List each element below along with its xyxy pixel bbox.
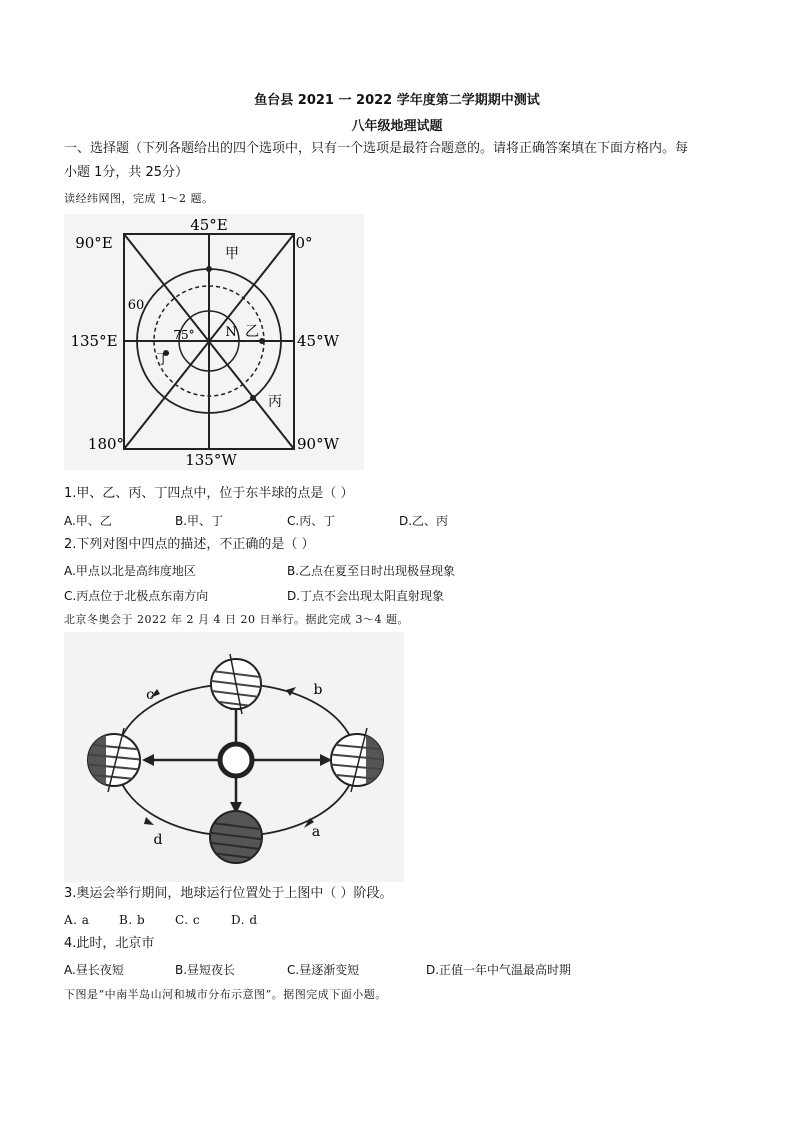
exam-title: 鱼台县 2021 一 2022 学年度第二学期期中测试 (254, 93, 540, 108)
label-ding: 丁 (156, 352, 170, 368)
q1-stem: 1.甲、乙、丙、丁四点中，位于东半球的点是（ ） (64, 486, 354, 501)
label-90e: 90°E (75, 234, 113, 252)
label-b: b (313, 682, 323, 698)
exam-subtitle: 八年级地理试题 (351, 119, 443, 134)
label-lat-75: 75° (173, 328, 195, 342)
q1-option-d[interactable]: D.乙、丙 (399, 514, 449, 528)
q4-option-a[interactable]: A.昼长夜短 (64, 963, 124, 977)
q2-option-d[interactable]: D.丁点不会出现太阳直射现象 (287, 589, 445, 603)
label-a: a (311, 824, 321, 840)
point-bing (250, 395, 256, 401)
label-90w: 90°W (296, 435, 340, 453)
sun-icon (220, 744, 252, 776)
point-jia (206, 266, 212, 272)
label-bing: 丙 (268, 394, 282, 410)
earth-revolution-figure (64, 632, 404, 882)
q1-option-a[interactable]: A.甲、乙 (64, 514, 112, 528)
label-0: 0° (295, 234, 313, 252)
label-135w: 135°W (185, 451, 237, 469)
map-instruction: 下图是“中南半岛山河和城市分布示意图”。据图完成下面小题。 (64, 988, 387, 1001)
section-intro-line2: 小题 1分，共 25分） (64, 165, 189, 180)
label-d: d (153, 832, 163, 848)
q3-option-c[interactable]: C. c (175, 913, 201, 927)
label-lat-60: 60 (127, 298, 145, 313)
label-180: 180° (87, 435, 125, 453)
label-135e: 135°E (70, 332, 118, 350)
q3-option-d[interactable]: D. d (231, 913, 258, 927)
label-yi: 乙 (245, 324, 259, 340)
q4-option-c[interactable]: C.昼逐渐变短 (287, 963, 360, 977)
q3-stem: 3.奥运会举行期间，地球运行位置处于上图中（ ）阶段。 (64, 886, 393, 901)
q2-stem: 2.下列对图中四点的描述，不正确的是（ ） (64, 537, 315, 552)
q4-option-d[interactable]: D.正值一年中气温最高时期 (426, 963, 572, 977)
q4-option-b[interactable]: B.昼短夜长 (175, 963, 236, 977)
point-yi (259, 338, 265, 344)
label-north-pole: N (225, 325, 237, 340)
read-grid-instruction: 读经纬网图，完成 1～2 题。 (64, 192, 214, 205)
label-c: c (146, 687, 154, 703)
label-jia: 甲 (225, 246, 239, 262)
label-45e: 45°E (190, 216, 228, 234)
olympics-instruction: 北京冬奥会于 2022 年 2 月 4 日 20 日举行。据此完成 3～4 题。 (64, 613, 409, 626)
lat-long-grid-figure (64, 214, 364, 470)
q1-option-c[interactable]: C.丙、丁 (287, 514, 336, 528)
q2-option-b[interactable]: B.乙点在夏至日时出现极昼现象 (287, 564, 456, 578)
q1-option-b[interactable]: B.甲、丁 (175, 514, 224, 528)
label-45w: 45°W (296, 332, 340, 350)
q3-option-b[interactable]: B. b (119, 913, 146, 927)
section-intro-line1: 一、选择题（下列各题给出的四个选项中，只有一个选项是最符合题意的。请将正确答案填在下面方格内。每 (64, 141, 689, 156)
q3-option-a[interactable]: A. a (64, 913, 90, 927)
q2-option-a[interactable]: A.甲点以北是高纬度地区 (64, 564, 196, 578)
q4-stem: 4.此时，北京市 (64, 936, 155, 951)
q2-option-c[interactable]: C.丙点位于北极点东南方向 (64, 589, 209, 603)
